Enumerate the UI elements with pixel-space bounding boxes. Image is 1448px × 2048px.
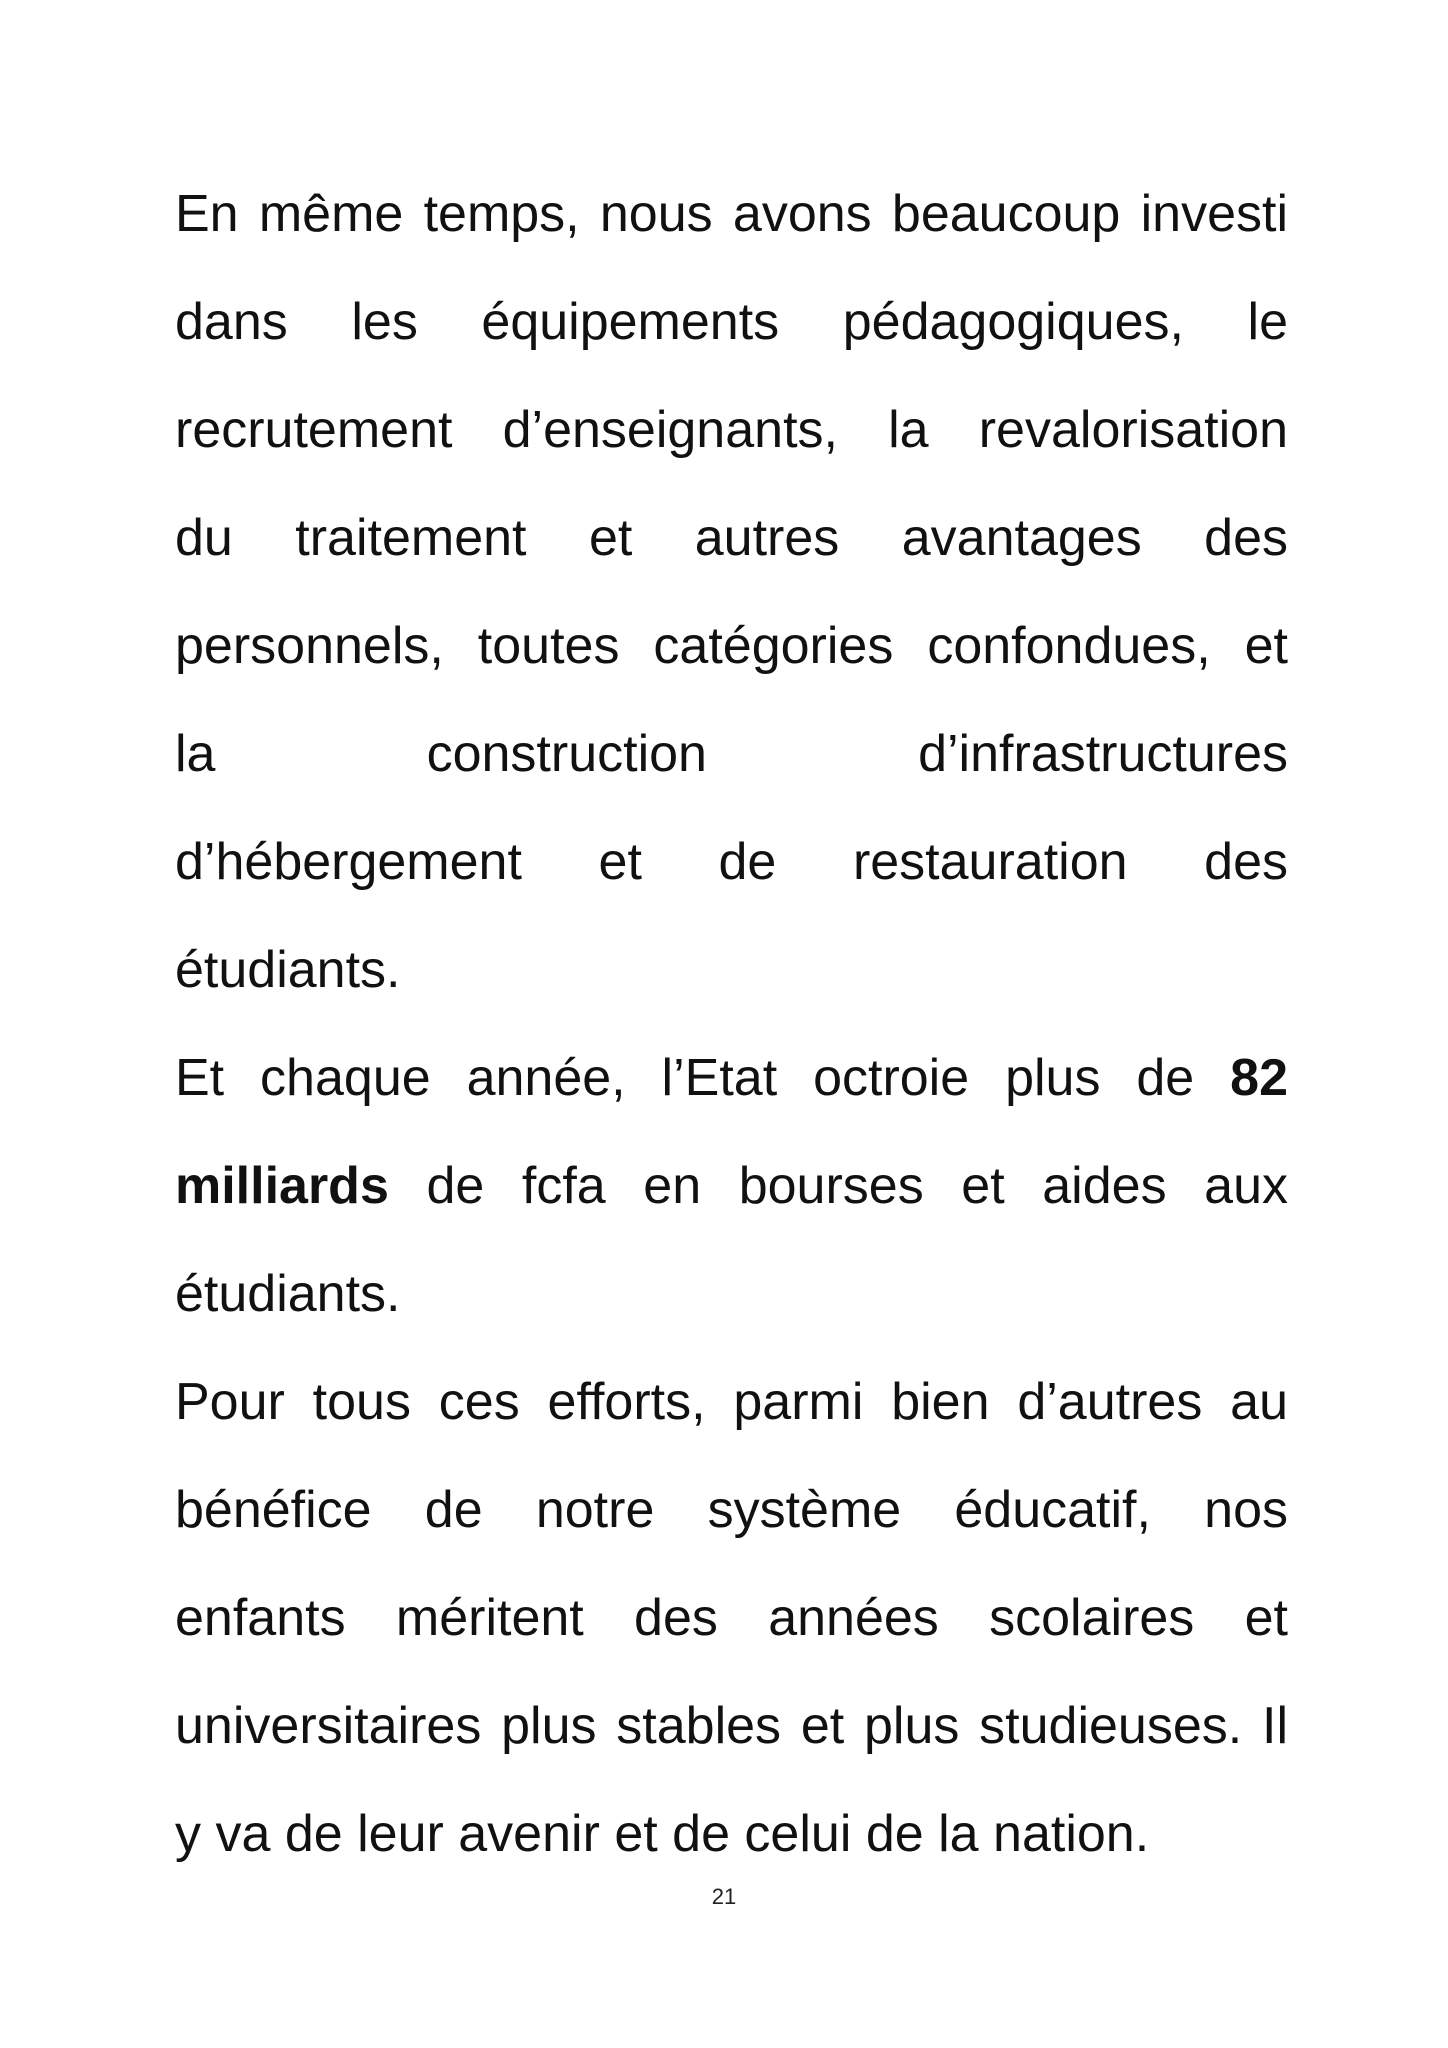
text-segment: de fcfa en bourses et aides aux [426, 1157, 1288, 1215]
text-line: bénéfice de notre système éducatif, nos [175, 1481, 1288, 1539]
bold-amount: 82 [1230, 1049, 1289, 1107]
text-line: étudiants. [175, 1265, 401, 1323]
text-line: universitaires plus stables et plus studieuses. Il [175, 1697, 1288, 1755]
paragraph-scholarships [175, 1024, 1288, 1348]
text-line: dans les équipements pédagogiques, le [175, 293, 1288, 351]
bold-unit: milliards [175, 1157, 389, 1215]
text-line: du traitement et autres avantages des [175, 509, 1288, 567]
document-body [175, 160, 1288, 1888]
page-number: 21 [711, 1884, 737, 1909]
text-line: d’hébergement et de restauration des [175, 833, 1288, 891]
text-line: la construction d’infrastructures [175, 725, 1288, 783]
text-line: y va de leur avenir et de celui de la nation. [175, 1805, 1150, 1863]
text-line [175, 1132, 1288, 1240]
text-line: Pour tous ces efforts, parmi bien d’autres au [175, 1373, 1288, 1431]
text-line: En même temps, nous avons beaucoup investi [175, 185, 1288, 243]
text-line: enfants méritent des années scolaires et [175, 1589, 1288, 1647]
paragraph-investments [175, 160, 1288, 1024]
text-segment: Et chaque année, l’Etat octroie plus de [175, 1049, 1195, 1107]
text-line: étudiants. [175, 941, 401, 999]
text-line: personnels, toutes catégories confondues, et [175, 617, 1288, 675]
paragraph-conclusion [175, 1348, 1288, 1888]
text-line: recrutement d’enseignants, la revalorisation [175, 401, 1288, 459]
text-line [175, 1024, 1288, 1132]
